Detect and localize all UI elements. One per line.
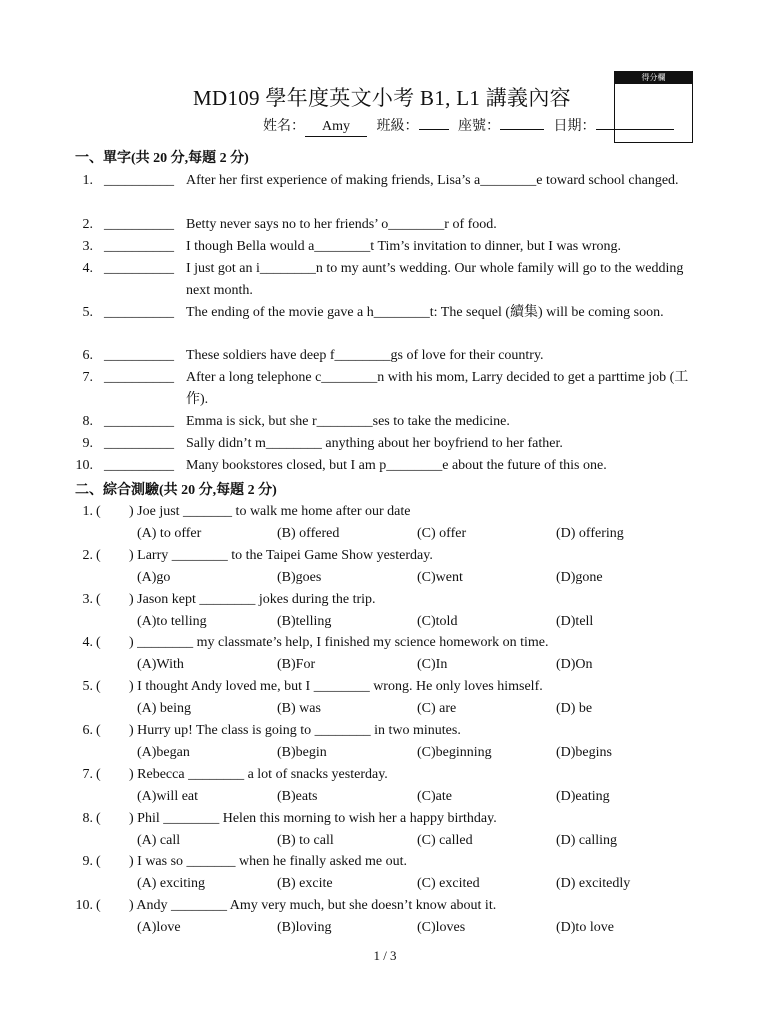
question-text: I though Bella would a________t Tim’s invitation to dinner, but I was wrong. (186, 239, 621, 254)
answer-blank[interactable]: __________ (104, 173, 174, 188)
name-field[interactable]: Amy (305, 120, 367, 137)
question-stem: ) I was so _______ when he finally asked me out. (129, 854, 407, 870)
answer-paren[interactable]: ( (96, 854, 101, 870)
question-number: 10. (75, 458, 93, 473)
answer-paren[interactable]: ( (96, 635, 101, 651)
option-c[interactable]: (C) are (417, 701, 457, 717)
option-c[interactable]: (C)ate (417, 788, 452, 804)
answer-paren[interactable]: ( (96, 723, 101, 738)
question-number: 6. (82, 348, 93, 363)
answer-blank[interactable]: __________ (104, 261, 174, 276)
option-b[interactable]: (B)eats (277, 788, 318, 804)
answer-blank[interactable]: __________ (104, 414, 174, 429)
answer-paren[interactable]: ( (96, 810, 101, 826)
option-b[interactable]: (B) was (277, 701, 321, 717)
option-c[interactable]: (C)loves (417, 920, 466, 936)
seat-label: 座號： (458, 119, 500, 134)
answer-blank[interactable]: __________ (104, 370, 174, 385)
page-number: 1 / 3 (373, 948, 397, 963)
option-d[interactable]: (D)tell (556, 613, 594, 629)
option-a[interactable]: (A)love (137, 920, 181, 936)
question-stem: ) Hurry up! The class is going to ________ in two minutes. (129, 723, 461, 738)
question-stem: ) Joe just _______ to walk me home after our date (129, 504, 411, 519)
option-d[interactable]: (D) calling (556, 832, 618, 848)
question-stem: ) ________ my classmate’s help, I finished my science homework on time. (129, 635, 549, 651)
option-b[interactable]: (B) excite (277, 876, 333, 892)
question-number: 4. (82, 635, 93, 651)
question-number: 9. (82, 854, 93, 870)
option-d[interactable]: (D) be (556, 701, 593, 717)
answer-paren[interactable]: ( (96, 679, 101, 695)
answer-blank[interactable]: __________ (104, 239, 174, 254)
question-text: After her first experience of making friends, Lisa’s a________e toward school changed. (186, 173, 679, 188)
question-number: 6. (82, 723, 93, 738)
answer-blank[interactable]: __________ (104, 305, 174, 320)
question-number: 2. (82, 547, 93, 563)
option-c[interactable]: (C)beginning (417, 745, 492, 760)
option-a[interactable]: (A)With (137, 657, 184, 673)
option-d[interactable]: (D) excitedly (556, 876, 631, 892)
question-number: 1. (82, 504, 93, 519)
question-stem: ) Jason kept ________ jokes during the trip. (129, 591, 376, 607)
option-a[interactable]: (A)to telling (137, 613, 207, 629)
option-a[interactable]: (A)go (137, 569, 171, 585)
answer-blank[interactable]: __________ (104, 348, 174, 363)
answer-paren[interactable]: ( (96, 547, 101, 563)
question-text: Emma is sick, but she r________ses to take the medicine. (186, 414, 510, 429)
question-number: 4. (82, 261, 93, 276)
option-d[interactable]: (D)gone (556, 569, 603, 585)
answer-paren[interactable]: ( (96, 766, 101, 782)
answer-paren[interactable]: ( (96, 504, 101, 519)
question-text: Many bookstores closed, but I am p________e about the future of this one. (186, 458, 607, 473)
option-c[interactable]: (C) offer (417, 526, 467, 541)
option-c[interactable]: (C)went (417, 569, 463, 585)
class-label: 班級： (376, 119, 419, 134)
section1-title: 一、單字(共 20 分,每題 2 分) (75, 151, 249, 166)
option-a[interactable]: (A) exciting (137, 876, 206, 892)
question-stem: ) Phil ________ Helen this morning to wish her a happy birthday. (129, 810, 497, 826)
question-number: 9. (82, 436, 93, 451)
option-c[interactable]: (C)told (417, 613, 458, 629)
answer-blank[interactable]: __________ (104, 436, 174, 451)
question-number: 8. (82, 810, 93, 826)
answer-blank[interactable]: __________ (104, 458, 174, 473)
option-a[interactable]: (A)will eat (137, 788, 199, 804)
question-number: 5. (82, 679, 93, 695)
option-a[interactable]: (A) call (137, 832, 181, 848)
option-b[interactable]: (B)loving (277, 920, 332, 936)
option-d[interactable]: (D)to love (556, 920, 614, 936)
option-b[interactable]: (B) to call (277, 832, 334, 848)
question-number: 3. (82, 591, 93, 607)
question-stem: ) I thought Andy loved me, but I ________ wrong. He only loves himself. (129, 679, 543, 695)
option-a[interactable]: (A)began (137, 745, 190, 760)
question-text: After a long telephone c________n with his mom, Larry decided to get a parttime job (工作). (186, 370, 689, 407)
option-d[interactable]: (D)eating (556, 788, 610, 804)
class-field[interactable] (419, 113, 449, 130)
question-number: 10. (75, 898, 93, 914)
question-number: 7. (82, 370, 93, 385)
date-label: 日期： (553, 119, 596, 134)
option-a[interactable]: (A) being (137, 701, 192, 717)
name-label: 姓名： (263, 119, 305, 134)
question-stem: ) Rebecca ________ a lot of snacks yesterday. (129, 766, 388, 782)
page-title: MD109 學年度英文小考 B1, L1 講義內容 (193, 86, 571, 110)
option-d[interactable]: (D)begins (556, 745, 612, 760)
date-field[interactable] (596, 113, 674, 130)
option-b[interactable]: (B)begin (277, 745, 327, 760)
answer-paren[interactable]: ( (96, 898, 101, 914)
option-c[interactable]: (C) called (417, 832, 473, 848)
option-b[interactable]: (B) offered (277, 526, 340, 541)
question-number: 3. (82, 239, 93, 254)
student-info (263, 113, 680, 137)
option-b[interactable]: (B)goes (277, 569, 322, 585)
option-c[interactable]: (C)In (417, 657, 448, 673)
question-stem: ) Andy ________ Amy very much, but she doesn’t know about it. (129, 898, 497, 914)
option-c[interactable]: (C) excited (417, 876, 480, 892)
question-number: 7. (82, 766, 93, 782)
question-text: These soldiers have deep f________gs of love for their country. (186, 348, 544, 363)
seat-field[interactable] (500, 113, 544, 130)
option-d[interactable]: (D) offering (556, 526, 624, 541)
answer-paren[interactable]: ( (96, 591, 101, 607)
score-label: 得分欄 (615, 72, 692, 84)
option-d[interactable]: (D)On (556, 657, 593, 673)
question-text: Betty never says no to her friends’ o________r of food. (186, 217, 497, 232)
question-number: 1. (82, 173, 93, 188)
question-number: 2. (82, 217, 93, 232)
option-a[interactable]: (A) to offer (137, 526, 202, 541)
question-text: The ending of the movie gave a h________t: The sequel (續集) will be coming soon. (186, 305, 664, 320)
question-text: I just got an i________n to my aunt’s wedding. Our whole family will go to the wedding next month. (186, 261, 684, 298)
option-b[interactable]: (B)For (277, 657, 316, 673)
question-text: Sally didn’t m________ anything about her boyfriend to her father. (186, 436, 563, 451)
answer-blank[interactable]: __________ (104, 217, 174, 232)
question-number: 5. (82, 305, 93, 320)
section2-title: 二、綜合測驗(共 20 分,每題 2 分) (75, 483, 277, 498)
option-b[interactable]: (B)telling (277, 613, 332, 629)
question-stem: ) Larry ________ to the Taipei Game Show yesterday. (129, 547, 433, 563)
question-number: 8. (82, 414, 93, 429)
